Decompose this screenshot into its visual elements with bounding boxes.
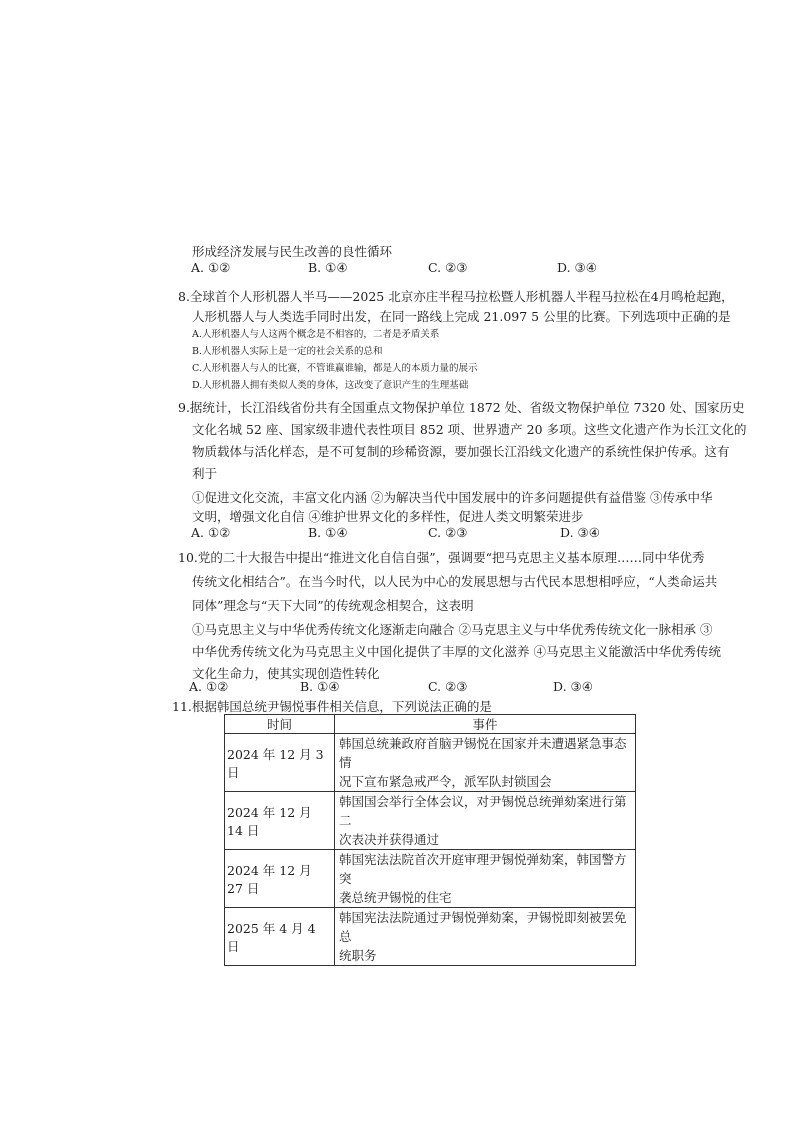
table-cell-event [335,850,636,908]
q7-option-a: A. ①② [191,260,231,275]
q8-option-c: C.人形机器人与人的比赛，不管谁赢谁输，都是人的本质力量的展示 [192,363,478,374]
table-cell-event [335,734,636,792]
q7-option-c: C. ②③ [428,260,468,275]
table-cell-date: 2024 年 12 月 14 日 [225,792,335,850]
q9-item-line-2: 文明，增强文化自信 ④维护世界文化的多样性，促进人类文明繁荣进步 [192,509,584,524]
q10-stem-line-1: 10.党的二十大报告中提出“推进文化自信自强”，强调要“把马克思主义基本原理……同中华优秀 [178,550,705,565]
event-line: 韩国宪法法院通过尹锡悦弹劾案，尹锡悦即刻被罢免总 [339,910,627,944]
q9-option-a: A. ①② [191,525,231,540]
table-row [225,850,636,908]
table-row [225,734,636,792]
event-line: 韩国总统兼政府首脑尹锡悦在国家并未遭遇紧急事态情 [339,736,627,770]
q10-item-line-3: 文化生命力，使其实现创造性转化 [192,666,380,681]
table-cell-date: 2024 年 12 月 27 日 [225,850,335,908]
q10-option-d: D. ③④ [553,679,593,694]
q9-stem-line-1: 9.据统计，长江沿线省份共有全国重点文物保护单位 1872 处、省级文物保护单位 7320 处、国家历史 [178,400,745,415]
q9-option-c: C. ②③ [428,525,468,540]
q9-option-b: B. ①④ [308,525,348,540]
event-line: 韩国国会举行全体会议，对尹锡悦总统弹劾案进行第二 [339,794,627,828]
q9-option-d: D. ③④ [560,525,600,540]
table-cell-date: 2024 年 12 月 3 日 [225,734,335,792]
q11-stem: 11.根据韩国总统尹锡悦事件相关信息，下列说法正确的是 [172,699,492,714]
q10-item-line-2: 中华优秀传统文化为马克思主义中国化提供了丰厚的文化滋养 ④马克思主义能激活中华优秀传统 [192,644,721,659]
table-row [225,908,636,966]
q8-stem-line-1: 8.全球首个人形机器人半马——2025 北京亦庄半程马拉松暨人形机器人半程马拉松在4月鸣枪起跑， [178,289,734,304]
q7-option-d: D. ③④ [557,260,597,275]
event-line: 况下宣布紧急戒严令，派军队封锁国会 [339,774,552,789]
q10-stem-line-2: 传统文化相结合”。在当今时代，以人民为中心的发展思想与古代民本思想相呼应，“人类命运共 [192,574,718,589]
event-line: 次表决并获得通过 [339,832,440,847]
q10-stem-line-3: 同体”理念与“天下大同”的传统观念相契合，这表明 [192,598,474,613]
q9-stem-line-2: 文化名城 52 座、国家级非遗代表性项目 852 项、世界遗产 20 多项。这些文化遗产作为长江文化的 [192,422,747,437]
q7-continuation: 形成经济发展与民生改善的良性循环 [192,244,393,259]
q10-item-line-1: ①马克思主义与中华优秀传统文化逐渐走向融合 ②马克思主义与中华优秀传统文化一脉相承 ③ [192,622,713,637]
q9-item-line-1: ①促进文化交流，丰富文化内涵 ②为解决当代中国发展中的许多问题提供有益借鉴 ③传承中华 [192,490,713,505]
table-header-event: 事件 [335,715,636,734]
event-line: 韩国宪法法院首次开庭审理尹锡悦弹劾案，韩国警方突 [339,852,627,886]
q9-stem-line-4: 利于 [192,466,218,481]
table-cell-date: 2025 年 4 月 4 日 [225,908,335,966]
table-header-row [225,715,636,734]
q10-option-b: B. ①④ [300,679,340,694]
events-table [224,714,636,966]
q8-stem-line-2: 人形机器人与人类选手同时出发，在同一路线上完成 21.097 5 公里的比赛。下列选项中正确的是 [192,309,731,324]
table-cell-event [335,792,636,850]
q8-option-d: D.人形机器人拥有类似人类的身体，这改变了意识产生的生理基础 [192,380,469,391]
q10-option-c: C. ②③ [428,679,468,694]
event-line: 统职务 [339,948,377,963]
q8-option-a: A.人形机器人与人这两个概念是不相容的，二者是矛盾关系 [192,329,440,340]
q9-stem-line-3: 物质载体与活化样态，是不可复制的珍稀资源，要加强长江沿线文化遗产的系统性保护传承。这有 [192,444,730,459]
q7-option-b: B. ①④ [308,260,348,275]
table-header-time: 时间 [225,715,335,734]
q10-option-a: A. ①② [189,679,229,694]
table-row [225,792,636,850]
q8-option-b: B.人形机器人实际上是一定的社会关系的总和 [192,346,383,357]
table-cell-event [335,908,636,966]
event-line: 袭总统尹锡悦的住宅 [339,890,452,905]
